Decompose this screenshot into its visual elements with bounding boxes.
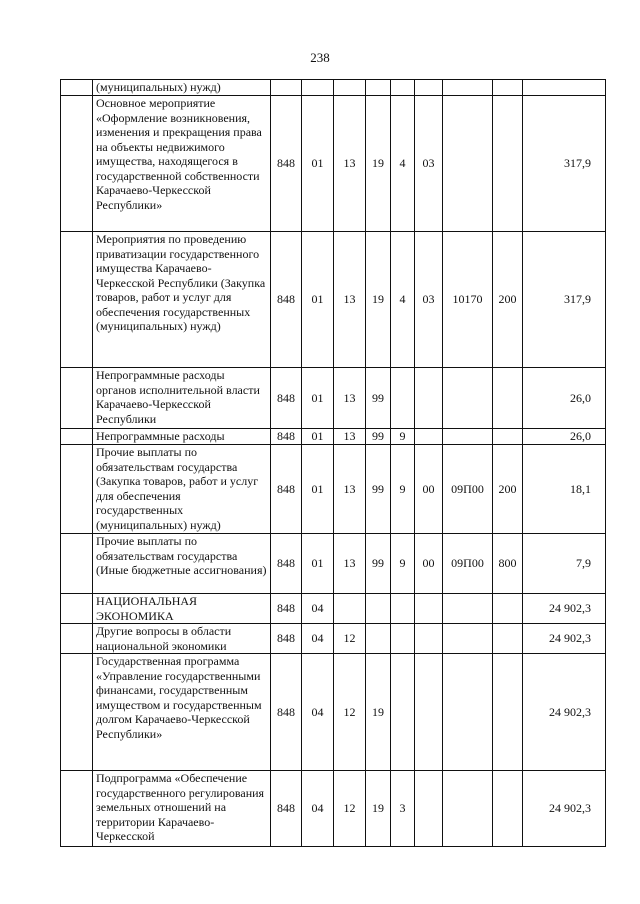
ministry-code-cell: 848 bbox=[271, 534, 302, 594]
direction-code-cell: 09П00 bbox=[443, 445, 493, 534]
name-cell: Прочие выплаты по обязательствам государства (Закупка товаров, работ и услуг для обеспечения государственных (муниципальных) нужд) bbox=[93, 445, 271, 534]
subsection-code-cell: 13 bbox=[334, 96, 366, 232]
amount-cell: 24 902,3 bbox=[523, 594, 606, 624]
direction-code-cell bbox=[443, 594, 493, 624]
subprogram-code-cell: 9 bbox=[391, 429, 415, 445]
section-code-cell: 04 bbox=[302, 624, 334, 654]
section-code-cell: 04 bbox=[302, 771, 334, 847]
ministry-code-cell: 848 bbox=[271, 368, 302, 429]
amount-cell: 24 902,3 bbox=[523, 771, 606, 847]
program-code-cell: 19 bbox=[366, 96, 391, 232]
table-row bbox=[61, 445, 606, 534]
name-cell: Мероприятия по проведению приватизации государственного имущества Карачаево-Черкесской Республики (Закупка товаров, работ и услуг для обеспечения государственных (муниципальных) нужд) bbox=[93, 232, 271, 368]
expense-type-cell: 200 bbox=[493, 232, 523, 368]
table-row bbox=[61, 96, 606, 232]
activity-code-cell: 00 bbox=[415, 534, 443, 594]
row-marker-cell bbox=[61, 232, 93, 368]
direction-code-cell bbox=[443, 80, 493, 96]
activity-code-cell bbox=[415, 771, 443, 847]
subsection-code-cell: 13 bbox=[334, 232, 366, 368]
section-code-cell: 01 bbox=[302, 232, 334, 368]
table-row bbox=[61, 771, 606, 847]
expense-type-cell: 800 bbox=[493, 534, 523, 594]
subprogram-code-cell bbox=[391, 654, 415, 771]
name-cell: Подпрограмма «Обеспечение государственного регулирования земельных отношений на территории Карачаево-Черкесской bbox=[93, 771, 271, 847]
page-number: 238 bbox=[310, 50, 330, 65]
row-marker-cell bbox=[61, 654, 93, 771]
row-marker-cell bbox=[61, 80, 93, 96]
subsection-code-cell: 12 bbox=[334, 771, 366, 847]
subsection-code-cell: 13 bbox=[334, 534, 366, 594]
subsection-code-cell: 12 bbox=[334, 654, 366, 771]
ministry-code-cell: 848 bbox=[271, 654, 302, 771]
subprogram-code-cell bbox=[391, 80, 415, 96]
amount-cell bbox=[523, 80, 606, 96]
section-code-cell: 01 bbox=[302, 534, 334, 594]
ministry-code-cell: 848 bbox=[271, 96, 302, 232]
activity-code-cell bbox=[415, 368, 443, 429]
program-code-cell bbox=[366, 80, 391, 96]
expense-type-cell bbox=[493, 80, 523, 96]
row-marker-cell bbox=[61, 429, 93, 445]
ministry-code-cell: 848 bbox=[271, 771, 302, 847]
subprogram-code-cell: 4 bbox=[391, 232, 415, 368]
amount-cell: 317,9 bbox=[523, 96, 606, 232]
section-code-cell: 04 bbox=[302, 594, 334, 624]
table-row bbox=[61, 534, 606, 594]
subsection-code-cell: 13 bbox=[334, 429, 366, 445]
ministry-code-cell: 848 bbox=[271, 594, 302, 624]
amount-cell: 26,0 bbox=[523, 429, 606, 445]
expense-type-cell: 200 bbox=[493, 445, 523, 534]
row-marker-cell bbox=[61, 445, 93, 534]
activity-code-cell bbox=[415, 80, 443, 96]
program-code-cell: 19 bbox=[366, 232, 391, 368]
section-code-cell: 01 bbox=[302, 445, 334, 534]
subsection-code-cell: 13 bbox=[334, 445, 366, 534]
section-code-cell: 01 bbox=[302, 96, 334, 232]
row-marker-cell bbox=[61, 624, 93, 654]
subprogram-code-cell bbox=[391, 624, 415, 654]
direction-code-cell bbox=[443, 654, 493, 771]
amount-cell: 26,0 bbox=[523, 368, 606, 429]
section-code-cell bbox=[302, 80, 334, 96]
subsection-code-cell bbox=[334, 594, 366, 624]
subprogram-code-cell: 9 bbox=[391, 445, 415, 534]
amount-cell: 7,9 bbox=[523, 534, 606, 594]
activity-code-cell: 03 bbox=[415, 96, 443, 232]
activity-code-cell bbox=[415, 594, 443, 624]
section-code-cell: 04 bbox=[302, 654, 334, 771]
amount-cell: 18,1 bbox=[523, 445, 606, 534]
row-marker-cell bbox=[61, 771, 93, 847]
activity-code-cell: 00 bbox=[415, 445, 443, 534]
subsection-code-cell bbox=[334, 80, 366, 96]
ministry-code-cell: 848 bbox=[271, 232, 302, 368]
ministry-code-cell: 848 bbox=[271, 429, 302, 445]
subprogram-code-cell: 4 bbox=[391, 96, 415, 232]
row-marker-cell bbox=[61, 368, 93, 429]
row-marker-cell bbox=[61, 534, 93, 594]
expense-type-cell bbox=[493, 96, 523, 232]
subprogram-code-cell bbox=[391, 368, 415, 429]
name-cell: Другие вопросы в области национальной экономики bbox=[93, 624, 271, 654]
program-code-cell: 19 bbox=[366, 654, 391, 771]
expense-type-cell bbox=[493, 368, 523, 429]
expense-type-cell bbox=[493, 594, 523, 624]
program-code-cell: 99 bbox=[366, 445, 391, 534]
name-cell: Непрограммные расходы органов исполнительной власти Карачаево-Черкесской Республики bbox=[93, 368, 271, 429]
program-code-cell: 99 bbox=[366, 429, 391, 445]
table-row bbox=[61, 624, 606, 654]
name-cell: Непрограммные расходы bbox=[93, 429, 271, 445]
table-row bbox=[61, 80, 606, 96]
direction-code-cell bbox=[443, 624, 493, 654]
table-row bbox=[61, 654, 606, 771]
amount-cell: 24 902,3 bbox=[523, 654, 606, 771]
activity-code-cell bbox=[415, 429, 443, 445]
program-code-cell bbox=[366, 594, 391, 624]
name-cell: (муниципальных) нужд) bbox=[93, 80, 271, 96]
direction-code-cell: 09П00 bbox=[443, 534, 493, 594]
name-cell: НАЦИОНАЛЬНАЯ ЭКОНОМИКА bbox=[93, 594, 271, 624]
program-code-cell: 99 bbox=[366, 534, 391, 594]
direction-code-cell bbox=[443, 429, 493, 445]
name-cell: Основное мероприятие «Оформление возникновения, изменения и прекращения права на объекты недвижимого имущества, находящегося в государственной собственности Карачаево-Черкесской Республики» bbox=[93, 96, 271, 232]
direction-code-cell: 10170 bbox=[443, 232, 493, 368]
activity-code-cell: 03 bbox=[415, 232, 443, 368]
activity-code-cell bbox=[415, 624, 443, 654]
direction-code-cell bbox=[443, 771, 493, 847]
program-code-cell: 19 bbox=[366, 771, 391, 847]
section-code-cell: 01 bbox=[302, 368, 334, 429]
subsection-code-cell: 12 bbox=[334, 624, 366, 654]
amount-cell: 24 902,3 bbox=[523, 624, 606, 654]
table-row bbox=[61, 429, 606, 445]
program-code-cell bbox=[366, 624, 391, 654]
subprogram-code-cell: 3 bbox=[391, 771, 415, 847]
table-row bbox=[61, 232, 606, 368]
direction-code-cell bbox=[443, 96, 493, 232]
expense-type-cell bbox=[493, 624, 523, 654]
name-cell: Государственная программа «Управление государственными финансами, государственным имуществом и государственным долгом Карачаево-Черкесской Республики» bbox=[93, 654, 271, 771]
expense-type-cell bbox=[493, 771, 523, 847]
name-cell: Прочие выплаты по обязательствам государства (Иные бюджетные ассигнования) bbox=[93, 534, 271, 594]
table-row bbox=[61, 594, 606, 624]
subprogram-code-cell: 9 bbox=[391, 534, 415, 594]
subprogram-code-cell bbox=[391, 594, 415, 624]
activity-code-cell bbox=[415, 654, 443, 771]
expense-type-cell bbox=[493, 429, 523, 445]
budget-table bbox=[60, 79, 606, 847]
amount-cell: 317,9 bbox=[523, 232, 606, 368]
program-code-cell: 99 bbox=[366, 368, 391, 429]
ministry-code-cell: 848 bbox=[271, 445, 302, 534]
ministry-code-cell: 848 bbox=[271, 624, 302, 654]
expense-type-cell bbox=[493, 654, 523, 771]
row-marker-cell bbox=[61, 594, 93, 624]
ministry-code-cell bbox=[271, 80, 302, 96]
row-marker-cell bbox=[61, 96, 93, 232]
subsection-code-cell: 13 bbox=[334, 368, 366, 429]
section-code-cell: 01 bbox=[302, 429, 334, 445]
direction-code-cell bbox=[443, 368, 493, 429]
table-row bbox=[61, 368, 606, 429]
